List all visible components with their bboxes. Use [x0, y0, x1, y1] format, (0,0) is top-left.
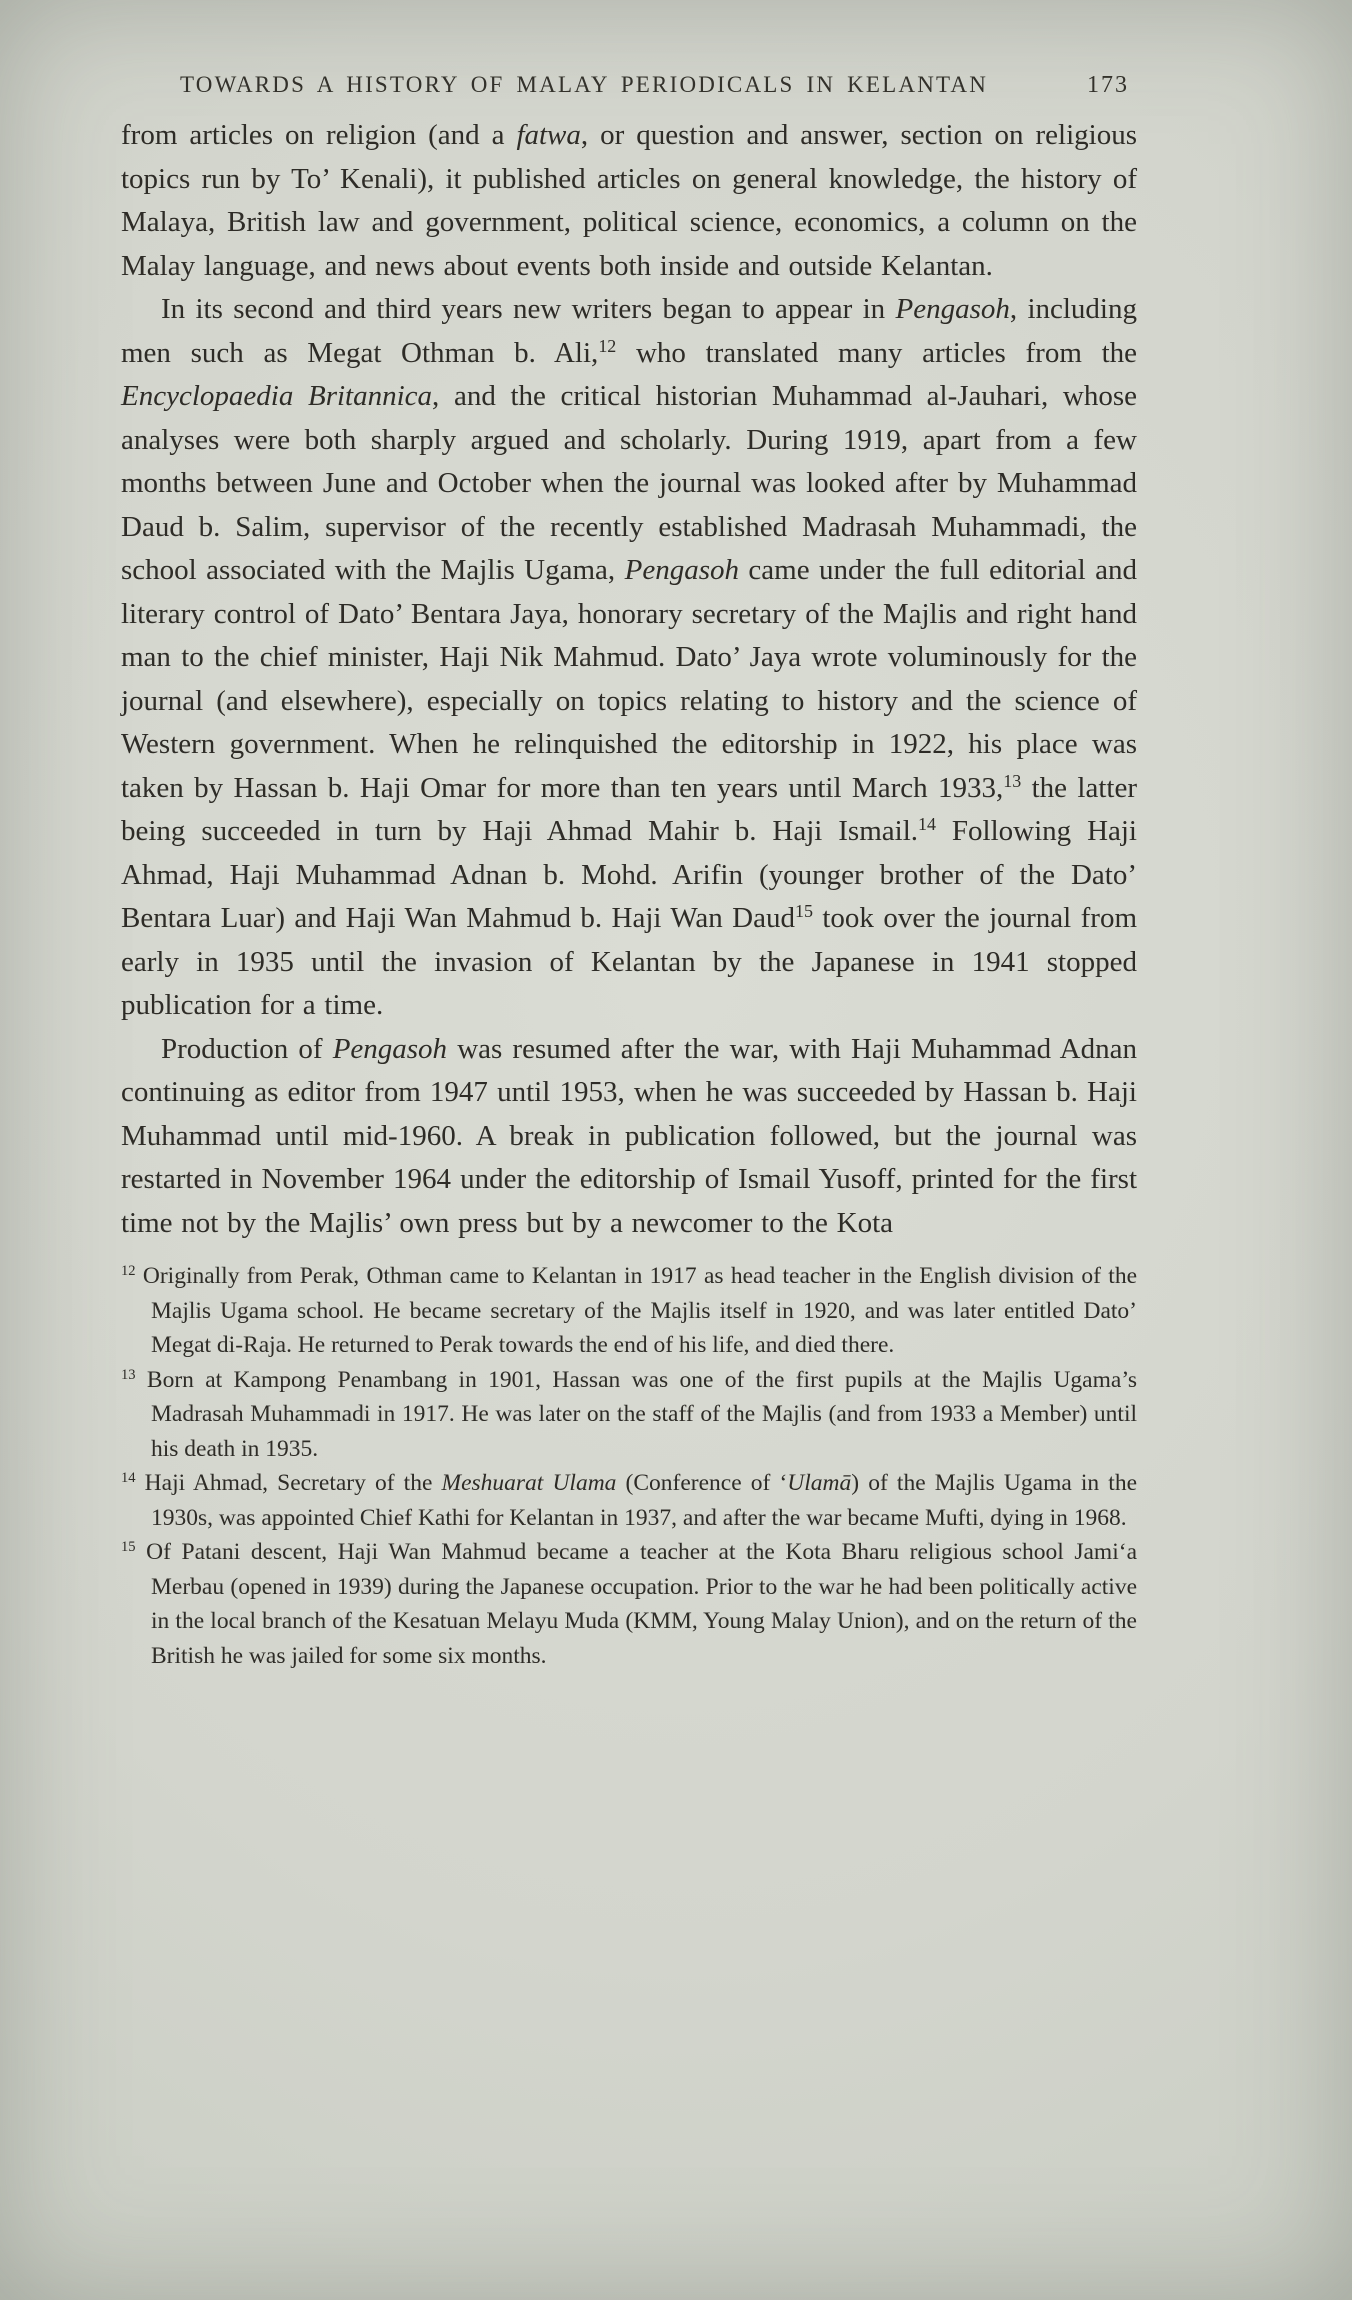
footnote [121, 1535, 1137, 1673]
italic-text: Encyclopaedia Britannica [121, 380, 433, 412]
text-run: (Conference of ‘ [616, 1470, 788, 1496]
text-run: the latter being succeeded in turn by Haji Ahmad Mahir b. Haji Ismail. [121, 771, 1137, 847]
text-run: In its second and third years new writers began to appear in [161, 293, 896, 325]
text-run: Originally from Perak, Othman came to Kelantan in 1917 as head teacher in the English division of the Majlis Ugama school. He became secretary of the Majlis itself in 1920, and was later entitled Dato’ Megat di-Raja. He returned to Perak towards the end of his life, and died there. [135, 1263, 1137, 1358]
text-run: was resumed after the war, with Haji Muhammad Adnan continuing as editor from 1947 until 1953, when he was succeeded by Hassan b. Haji Muhammad until mid-1960. A break in publication followed, but the journal was restarted in November 1964 under the editorship of Ismail Yusoff, printed for the first time not by the Majlis’ own press but by a newcomer to the Kota [121, 1032, 1137, 1239]
text-run: Born at Kampong Penambang in 1901, Hassan was one of the first pupils at the Majlis Ugama’s Madrasah Muhammadi in 1917. He was later on the staff of the Majlis (and from 1933 a Member) until his death in 1935. [135, 1366, 1137, 1462]
italic-text: Meshuarat Ulama [441, 1470, 617, 1496]
text-block [121, 72, 1137, 1673]
italic-text: fatwa [516, 119, 581, 151]
text-run: , including men such as Megat Othman b. Ali, [121, 293, 1137, 369]
text-run: , and the critical historian Muhammad al-Jauhari, whose analyses were both sharply argued and scholarly. During 1919, apart from a few months between June and October when the journal was looked after by Muhammad Daud b. Salim, supervisor of the recently established Madrasah Muhammadi, the school associated with the Majlis Ugama, [121, 380, 1138, 586]
footnote-ref: 12 [598, 335, 617, 356]
footnote [121, 1466, 1137, 1535]
text-run: Haji Ahmad, Secretary of the [135, 1470, 442, 1496]
text-run: , or question and answer, section on religious topics run by To’ Kenali), it published articles on general knowledge, the history of Malaya, British law and government, political science, economics, a column on the Malay language, and news about events both inside and outside Kelantan. [121, 119, 1137, 282]
footnote [121, 1363, 1137, 1467]
text-run: took over the journal from early in 1935 until the invasion of Kelantan by the Japanese in 1941 stopped publication for a time. [121, 902, 1138, 1021]
footnote-ref: 14 [918, 814, 936, 835]
footnote-ref: 13 [121, 1366, 136, 1383]
footnote-ref: 12 [121, 1263, 136, 1279]
paragraph [121, 114, 1137, 288]
text-run: Of Patani descent, Haji Wan Mahmud became a teacher at the Kota Bharu religious school Jami‘a Merbau (opened in 1939) during the Japanese occupation. Prior to the war he had been politically active in the local branch of the Kesatuan Melayu Muda (KMM, Young Malay Union), and on the return of the British he was jailed for some six months. [135, 1539, 1137, 1669]
footnote-ref: 14 [121, 1470, 136, 1486]
paragraph [121, 288, 1137, 1028]
footnote-ref: 15 [795, 901, 813, 922]
running-header [121, 72, 1137, 106]
italic-text: Ulamā [787, 1470, 852, 1496]
text-run: came under the full editorial and literary control of Dato’ Bentara Jaya, honorary secretary of the Majlis and right hand man to the chief minister, Haji Nik Mahmud. Dato’ Jaya wrote voluminously for the journal (and elsewhere), especially on topics relating to history and the science of Western government. When he relinquished the editorship in 1922, his place was taken by Hassan b. Haji Omar for more than ten years until March 1933, [121, 554, 1138, 804]
footnotes [121, 1259, 1137, 1673]
italic-text: Pengasoh [624, 554, 739, 586]
text-run: Production of [161, 1032, 333, 1065]
footnote-ref: 15 [121, 1539, 136, 1555]
text-run: Following Haji Ahmad, Haji Muhammad Adnan b. Mohd. Arifin (younger brother of the Dato’ Bentara Luar) and Haji Wan Mahmud b. Haji Wan Daud [121, 815, 1137, 934]
footnote-ref: 13 [1003, 770, 1022, 791]
text-run: who translated many articles from the [616, 336, 1137, 369]
footnote [121, 1259, 1137, 1363]
page-number: 173 [1087, 72, 1129, 98]
italic-text: Pengasoh [332, 1032, 448, 1065]
text-run: ) of the Majlis Ugama in the 1930s, was appointed Chief Kathi for Kelantan in 1937, and after the war became Mufti, dying in 1968. [151, 1470, 1137, 1531]
header-title: TOWARDS A HISTORY OF MALAY PERIODICALS IN KELANTAN [179, 72, 989, 97]
paragraph [121, 1028, 1137, 1246]
text-run: from articles on religion (and a [121, 119, 517, 151]
italic-text: Pengasoh [895, 293, 1010, 325]
body-paragraphs [121, 114, 1137, 1245]
